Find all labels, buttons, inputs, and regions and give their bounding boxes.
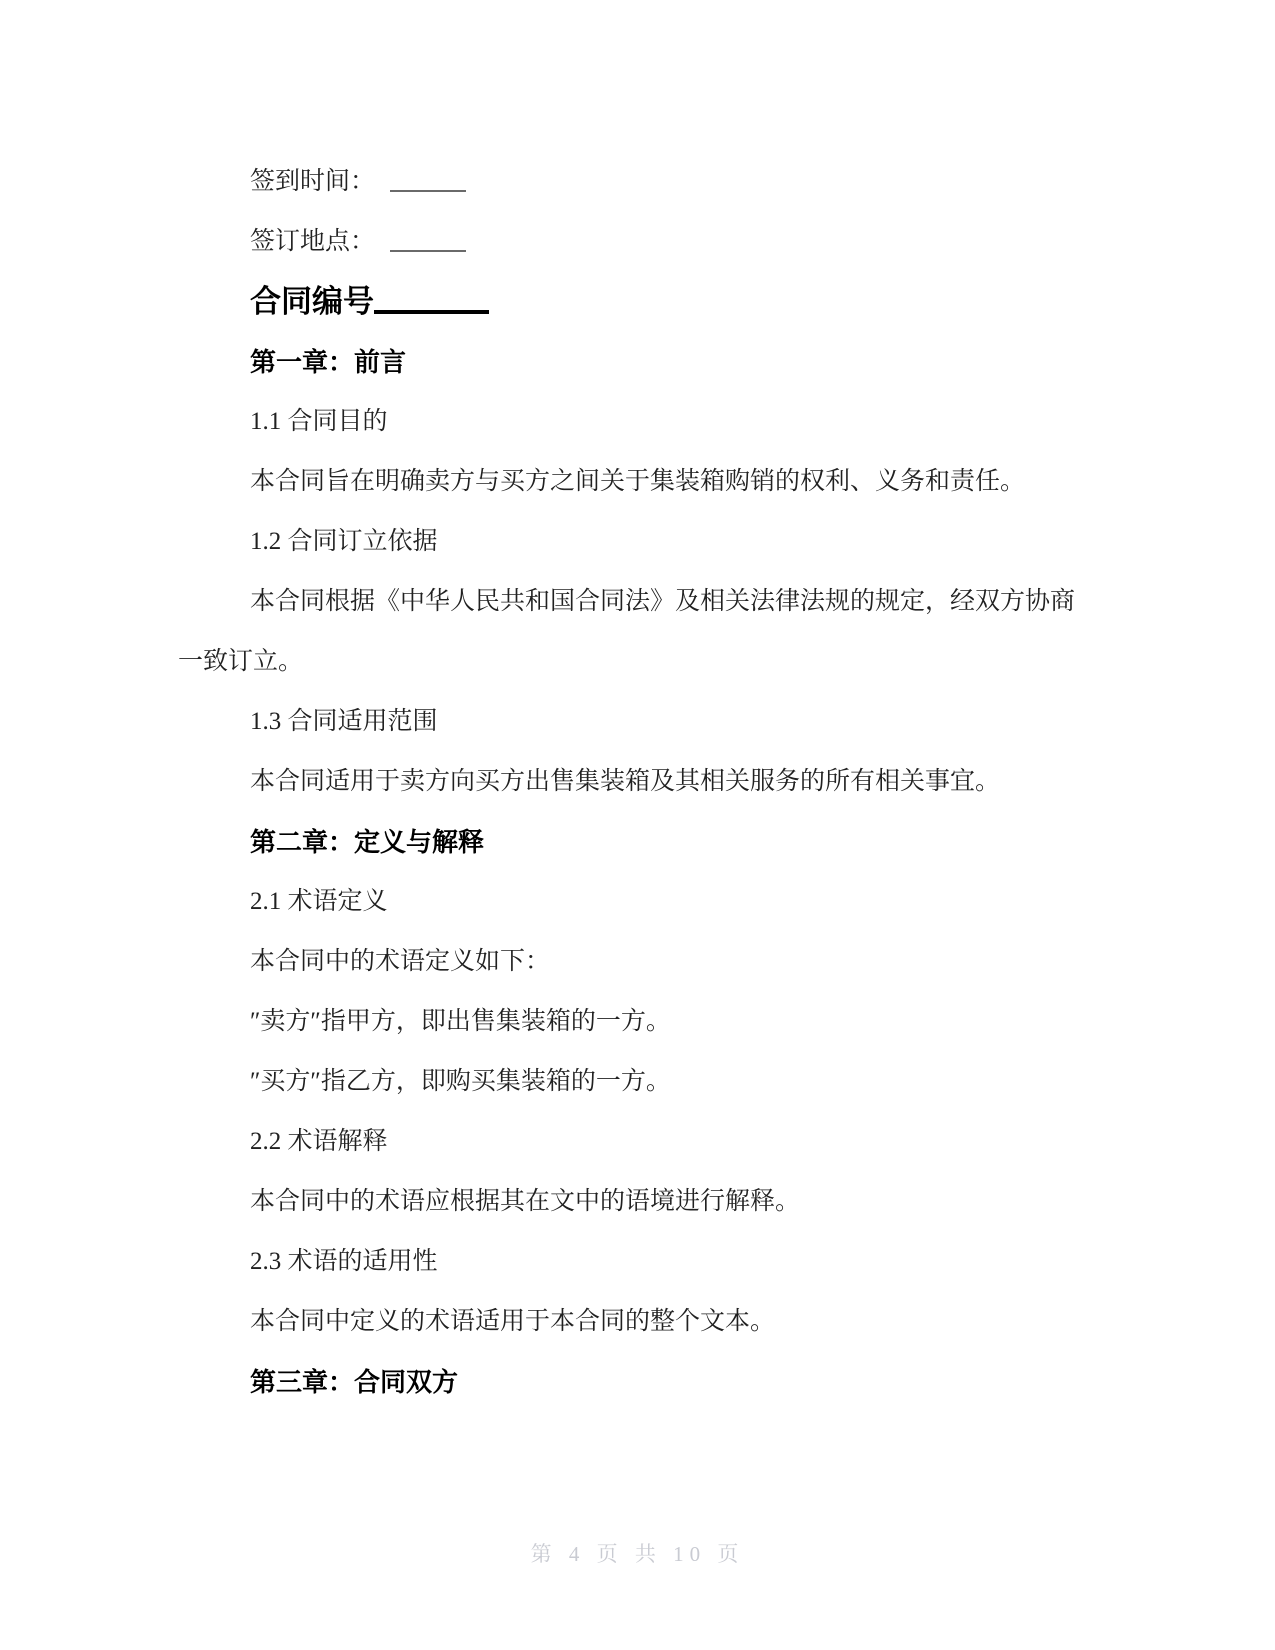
clause-1-1-heading: 1.1 合同目的 bbox=[250, 408, 388, 435]
page-number-footer: 第 4 页 共 10 页 bbox=[530, 1542, 745, 1566]
clause-2-3-heading: 2.3 术语的适用性 bbox=[250, 1248, 438, 1275]
paragraph-1-1: 本合同旨在明确卖方与买方之间关于集装箱购销的权利、义务和责任。 bbox=[250, 468, 1026, 495]
chapter-1-heading: 第一章：前言 bbox=[250, 347, 407, 377]
field-sign-place-blank bbox=[390, 222, 466, 252]
field-sign-time bbox=[178, 152, 1080, 212]
field-sign-place-label: 签订地点： bbox=[250, 228, 376, 255]
paragraph-2-2: 本合同中的术语应根据其在文中的语境进行解释。 bbox=[250, 1188, 801, 1215]
chapter-3-heading: 第三章：合同双方 bbox=[250, 1367, 459, 1397]
paragraph-2-1-seller-definition: ″卖方″指甲方，即出售集装箱的一方。 bbox=[250, 1008, 671, 1035]
field-sign-time-blank bbox=[390, 162, 466, 192]
field-sign-place bbox=[178, 212, 1080, 272]
paragraph-2-1-intro: 本合同中的术语定义如下： bbox=[250, 948, 551, 975]
paragraph-2-1-buyer-definition: ″买方″指乙方，即购买集装箱的一方。 bbox=[250, 1068, 671, 1095]
clause-1-3-heading: 1.3 合同适用范围 bbox=[250, 708, 438, 735]
contract-number-heading bbox=[178, 272, 1080, 332]
paragraph-1-2: 本合同根据《中华人民共和国合同法》及相关法律法规的规定，经双方协商一致订立。 bbox=[178, 588, 1076, 675]
clause-2-1-heading: 2.1 术语定义 bbox=[250, 888, 388, 915]
clause-1-2-heading: 1.2 合同订立依据 bbox=[250, 528, 438, 555]
chapter-2-heading: 第二章：定义与解释 bbox=[250, 827, 485, 857]
paragraph-2-3: 本合同中定义的术语适用于本合同的整个文本。 bbox=[250, 1308, 776, 1335]
contract-number-label: 合同编号 bbox=[250, 284, 374, 319]
clause-2-2-heading: 2.2 术语解释 bbox=[250, 1128, 388, 1155]
paragraph-1-3: 本合同适用于卖方向买方出售集装箱及其相关服务的所有相关事宜。 bbox=[250, 768, 1001, 795]
field-sign-time-label: 签到时间： bbox=[250, 168, 376, 195]
contract-number-blank bbox=[374, 284, 489, 314]
